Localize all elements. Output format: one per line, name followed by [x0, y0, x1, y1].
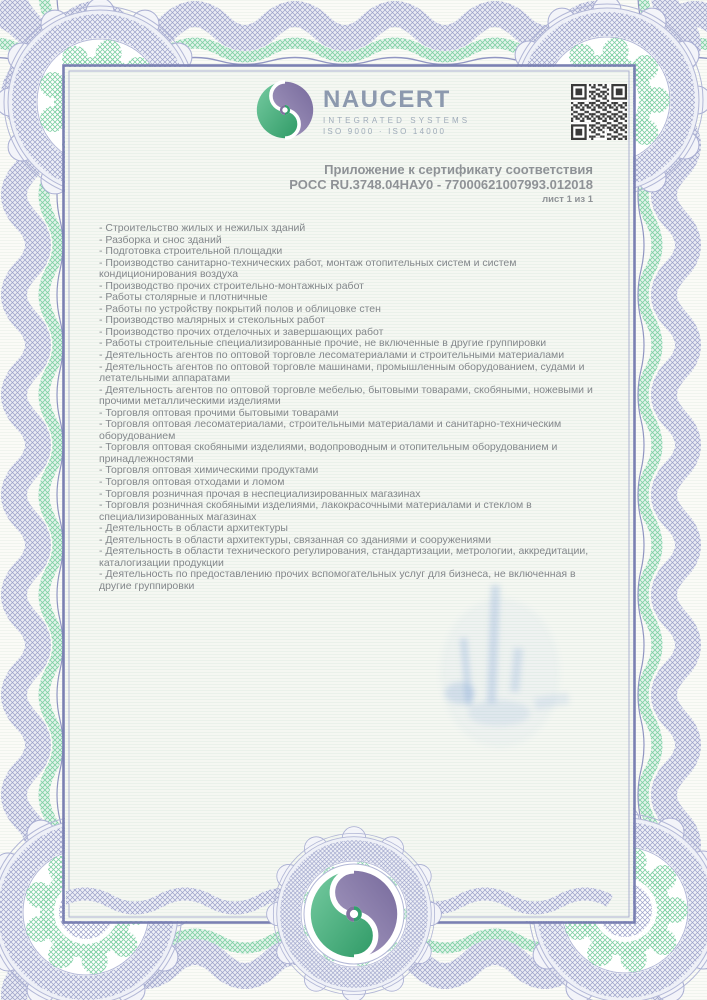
list-item: - Строительство жилых и нежилых зданий	[99, 222, 306, 234]
activities-list	[99, 223, 605, 593]
list-item: - Торговля оптовая химическими продуктами	[99, 464, 319, 477]
list-item: - Торговля оптовая лесоматериалами, строительными материалами и санитарно-техническим оборудованием	[99, 418, 565, 442]
list-item: - Подготовка строительной площадки	[99, 245, 283, 258]
list-item: - Торговля оптовая отходами и ломом	[99, 476, 285, 489]
naucert-swirl-icon	[255, 80, 315, 140]
list-item: - Деятельность по предоставлению прочих вспомогательных услуг для бизнеса, не включенная в другие группировки	[99, 568, 579, 592]
page-title: Приложение к сертификату соответствия	[324, 162, 593, 177]
list-item: - Производство прочих отделочных и завершающих работ	[99, 325, 384, 338]
brand-iso-line: ISO 9000 · ISO 14000	[323, 127, 447, 136]
sheet-indicator: лист 1 из 1	[542, 194, 593, 205]
title-block	[289, 162, 593, 205]
list-item: - Работы по устройству покрытий полов и облицовке стен	[99, 302, 381, 315]
list-item: - Торговля оптовая прочими бытовыми товарами	[99, 406, 339, 419]
certificate-number: РОСС RU.3748.04НАУ0 - 77000621007993.012018	[289, 177, 593, 192]
brand-tagline: INTEGRATED SYSTEMS	[323, 116, 471, 125]
list-item: - Торговля розничная прочая в неспециализированных магазинах	[99, 487, 421, 500]
brand-block	[323, 88, 470, 136]
list-item: - Производство малярных и стекольных работ	[99, 314, 326, 327]
list-item: - Разборка и снос зданий	[99, 233, 222, 246]
list-item: - Деятельность в области архитектуры, связанная со зданиями и сооружениями	[99, 533, 492, 546]
list-item: - Деятельность в области технического регулирования, стандартизации, метрологии, аккредитации, каталогизации продукции	[99, 545, 592, 569]
qr-code-icon	[570, 84, 628, 140]
list-item: - Торговля розничная скобяными изделиями, лакокрасочными материалами и стеклом в специализированных магазинах	[99, 499, 535, 523]
list-item: - Деятельность агентов по оптовой торговле лесоматериалами и строительными материалами	[99, 349, 565, 362]
list-item: - Деятельность агентов по оптовой торговле мебелью, бытовыми товарами, скобяными, ножевыми и прочими металлическими изделиями	[99, 383, 596, 408]
list-item: - Деятельность агентов по оптовой торговле машинами, промышленным оборудованием, судами и летательными аппаратами	[99, 360, 588, 385]
list-item: - Деятельность в области архитектуры	[99, 522, 288, 535]
list-item: - Работы столярные и плотничные	[99, 291, 268, 304]
list-item: - Производство прочих строительно-монтажных работ	[99, 279, 364, 292]
list-item: - Производство санитарно-технических работ, монтаж отопительных систем и систем кондиционирования воздуха	[99, 256, 520, 281]
brand-name: NAUCERT	[323, 86, 451, 113]
list-item: - Торговля оптовая скобяными изделиями, водопроводным и отопительным оборудованием и принадлежностями	[99, 441, 561, 465]
list-item: - Работы строительные специализированные прочие, не включенные в другие группировки	[99, 337, 547, 350]
